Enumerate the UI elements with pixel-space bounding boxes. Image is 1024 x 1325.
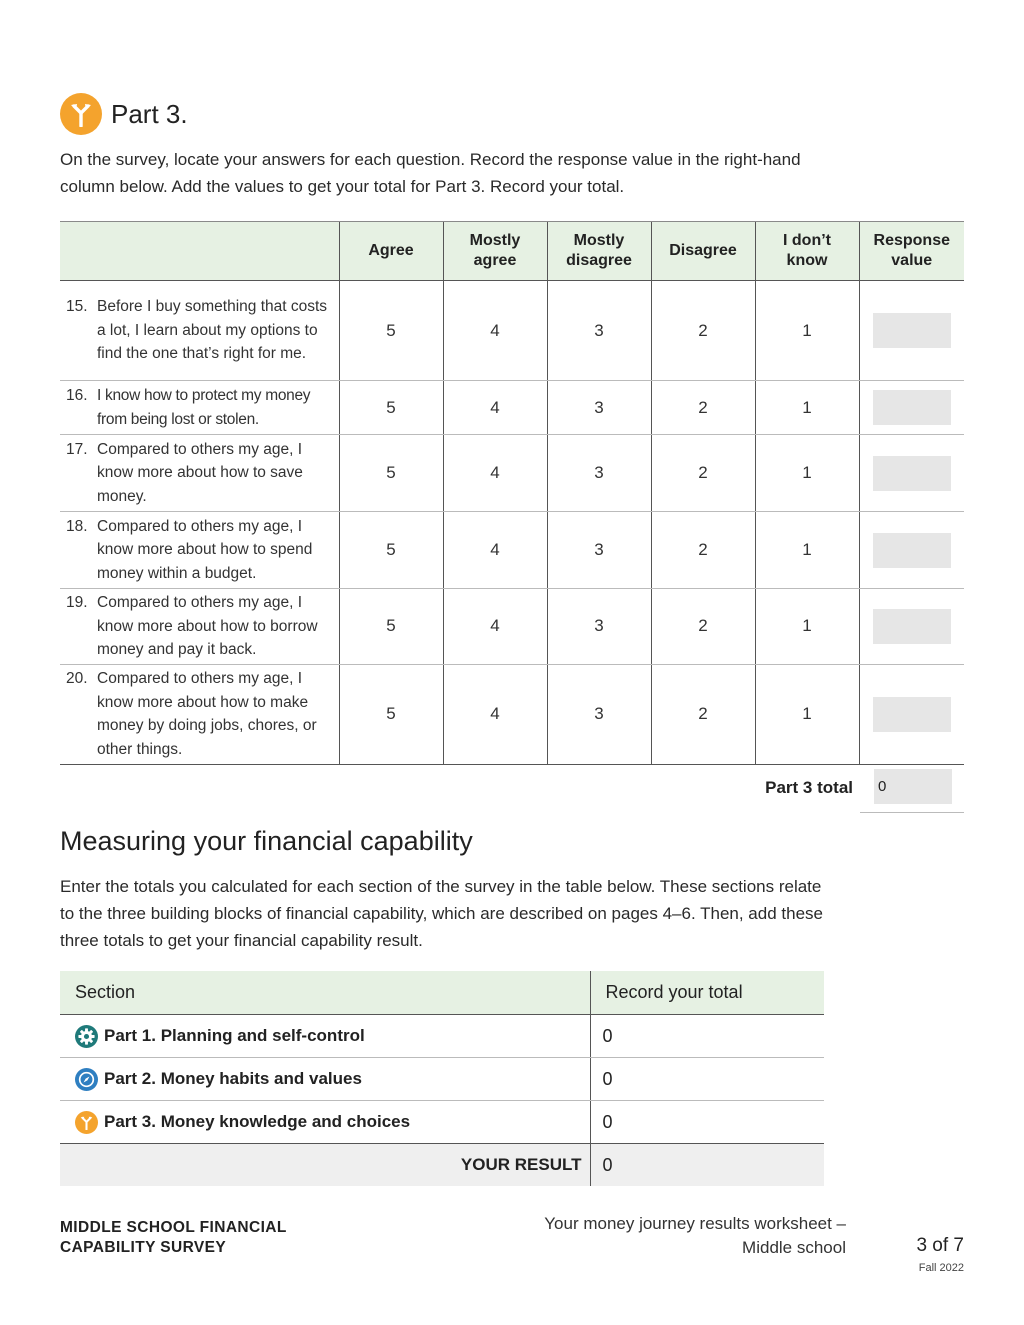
table-row [60,589,964,665]
value-mostly-disagree: 3 [547,664,651,764]
result-row [60,1144,824,1187]
question-text: Compared to others my age, I know more about how to make money by doing jobs, chores, or other things. [97,670,317,758]
header-mostly-disagree-label: Mostly disagree [566,232,632,269]
value-mostly-agree: 4 [443,281,547,381]
value-disagree: 2 [651,512,755,589]
footer-worksheet-name [480,1212,846,1260]
value-dont-know: 1 [755,664,859,764]
header-response-value [859,222,964,281]
value-agree: 5 [339,435,443,512]
value-mostly-agree: 4 [443,589,547,665]
part-total-value: 0 [878,778,887,795]
intro-text: On the survey, locate your answers for each question. Record the response value in the right-hand column below. Add the values to get your total for Part 3. Record your total. [60,150,801,196]
question-cell [60,512,339,589]
page-number: 3 of 7 [916,1235,964,1256]
survey-header-row [60,222,964,281]
value-mostly-agree: 4 [443,435,547,512]
header-dont-know [755,222,859,281]
question-text: Before I buy something that costs a lot, I learn about my options to find the one that’s right for me. [97,298,328,363]
question-number: 17. [66,440,88,458]
question-number: 16. [66,387,88,404]
question-cell [60,435,339,512]
header-agree: Agree [339,222,443,281]
result-table [60,971,824,1186]
header-dont-know-label: I don’t know [783,232,831,269]
header-mostly-disagree [547,222,651,281]
value-agree: 5 [339,664,443,764]
section-text: Enter the totals you calculated for each section of the survey in the table below. These sections relate to the three building blocks of financial capability, which are described on pages 4–6. Then, add these three totals to get your financial capability result. [60,877,823,950]
question-text: Compared to others my age, I know more about how to borrow money and pay it back. [97,594,318,658]
section-label: Part 2. Money habits and values [104,1069,362,1088]
record-total-input[interactable]: 0 [590,1101,824,1144]
header-disagree: Disagree [651,222,755,281]
value-mostly-agree: 4 [443,664,547,764]
value-disagree: 2 [651,589,755,665]
footer-date: Fall 2022 [918,1262,964,1274]
table-row [60,1101,824,1144]
part-total-label: Part 3 total [765,778,853,797]
header-response-value-label: Response value [873,232,950,269]
response-value-input[interactable] [873,533,951,568]
response-cell [859,435,964,512]
value-disagree: 2 [651,664,755,764]
response-value-input[interactable] [873,697,951,732]
record-total-input[interactable]: 0 [590,1058,824,1101]
section-label: Part 1. Planning and self-control [104,1026,365,1045]
question-cell [60,381,339,435]
question-number: 19. [66,594,88,611]
compass-icon [75,1068,98,1091]
header-mostly-agree [443,222,547,281]
section-cell [60,1101,590,1144]
footer-left-line2: CAPABILITY SURVEY [60,1239,227,1256]
value-dont-know: 1 [755,435,859,512]
value-disagree: 2 [651,381,755,435]
value-mostly-disagree: 3 [547,589,651,665]
gear-icon [75,1025,98,1048]
header-question [60,222,339,281]
value-agree: 5 [339,589,443,665]
value-mostly-disagree: 3 [547,281,651,381]
table-row [60,512,964,589]
question-text: Compared to others my age, I know more about how to save money. [97,440,303,505]
value-mostly-agree: 4 [443,512,547,589]
section-title: Measuring your financial capability [60,826,473,856]
value-mostly-disagree: 3 [547,381,651,435]
value-disagree: 2 [651,281,755,381]
your-result-value[interactable]: 0 [590,1144,824,1187]
response-value-input[interactable] [873,456,951,491]
question-cell [60,281,339,381]
response-value-input[interactable] [873,390,951,425]
response-value-input[interactable] [873,609,951,644]
response-cell [859,281,964,381]
section-cell [60,1015,590,1058]
question-text: I know how to protect my money from being lost or stolen. [97,387,311,428]
signpost-icon [75,1111,98,1134]
value-mostly-agree: 4 [443,381,547,435]
question-cell [60,589,339,665]
response-cell [859,381,964,435]
divider [860,812,964,813]
page-title: Part 3. [111,98,188,129]
response-cell [859,589,964,665]
table-row [60,1058,824,1101]
signpost-icon [60,93,102,135]
footer-survey-name [60,1218,287,1258]
response-value-input[interactable] [873,313,951,348]
response-cell [859,664,964,764]
value-mostly-disagree: 3 [547,435,651,512]
result-header-row [60,971,824,1015]
value-dont-know: 1 [755,281,859,381]
table-row [60,281,964,381]
response-cell [859,512,964,589]
value-dont-know: 1 [755,589,859,665]
section-label: Part 3. Money knowledge and choices [104,1112,411,1131]
table-row [60,381,964,435]
value-dont-know: 1 [755,512,859,589]
footer-mid-line1: Your money journey results worksheet – [544,1214,846,1233]
question-number: 15. [66,298,88,316]
question-number: 20. [66,670,88,687]
table-row [60,435,964,512]
header-section: Section [60,971,590,1015]
value-agree: 5 [339,512,443,589]
value-mostly-disagree: 3 [547,512,651,589]
footer-left-line1: MIDDLE SCHOOL FINANCIAL [60,1219,287,1236]
footer-mid-line2: Middle school [742,1238,846,1257]
question-number: 18. [66,517,88,535]
value-disagree: 2 [651,435,755,512]
table-row [60,664,964,764]
your-result-label: YOUR RESULT [60,1144,590,1187]
value-dont-know: 1 [755,381,859,435]
section-cell [60,1058,590,1101]
survey-table [60,221,964,765]
header-mostly-agree-label: Mostly agree [469,232,521,269]
part-total-input[interactable] [874,769,952,804]
value-agree: 5 [339,281,443,381]
table-row [60,1015,824,1058]
part-heading [60,93,188,135]
question-cell [60,664,339,764]
question-text: Compared to others my age, I know more about how to spend money within a budget. [97,517,313,582]
record-total-input[interactable]: 0 [590,1015,824,1058]
header-record-total: Record your total [590,971,824,1015]
value-agree: 5 [339,381,443,435]
